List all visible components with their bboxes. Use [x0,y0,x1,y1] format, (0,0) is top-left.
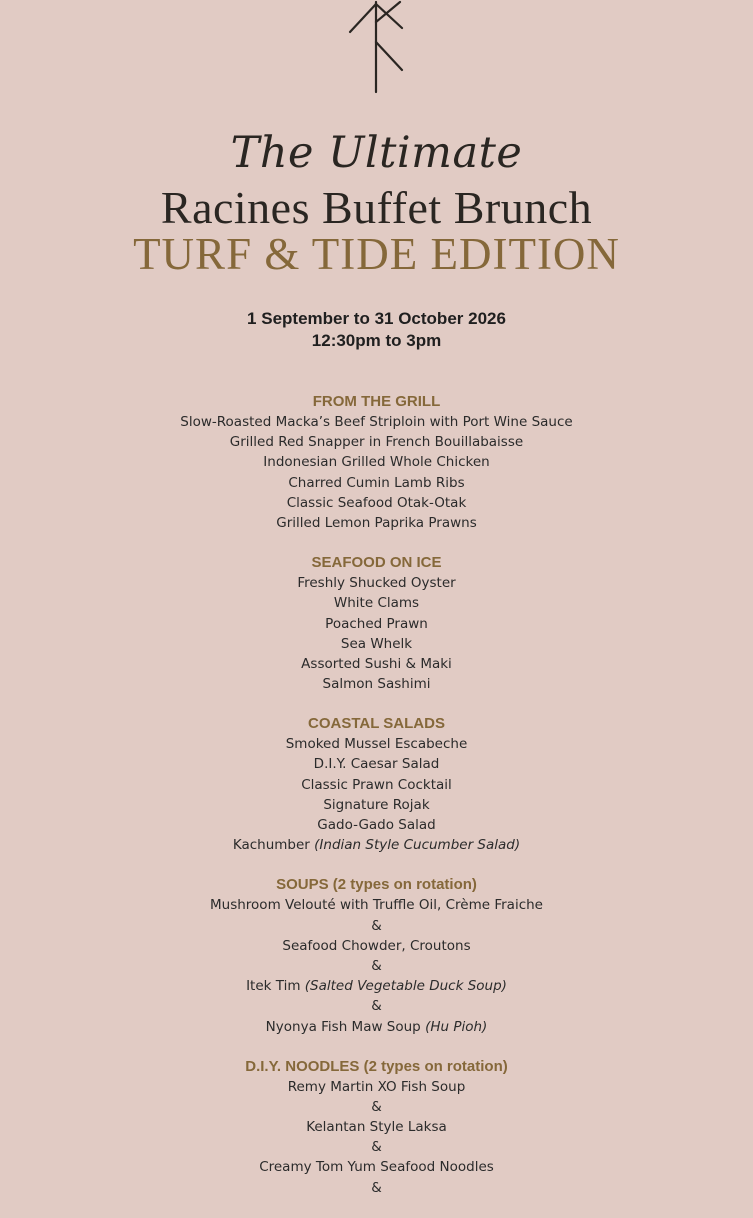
title-the-ultimate: The Ultimate [230,128,523,178]
section-heading: D.I.Y. NOODLES (2 types on rotation) [245,1057,508,1075]
menu-item-text: Charred Cumin Lamb Ribs [288,474,465,491]
menu-item [0,573,753,593]
menu-item [0,936,753,956]
menu-item [0,775,753,795]
menu-item [0,754,753,774]
menu-item [0,674,753,694]
menu-item-text: Itek Tim [246,978,301,995]
menu-item [0,1157,753,1177]
title-racines-buffet-brunch: Racines Buffet Brunch [160,182,593,233]
menu-section [0,553,753,694]
ampersand-separator [0,1097,753,1117]
ampersand-separator [0,1137,753,1157]
menu-item [0,1017,753,1037]
menu-item [0,452,753,472]
date-range: 1 September to 31 October 2026 [247,309,506,328]
section-heading: SOUPS (2 types on rotation) [276,876,477,894]
menu-list [0,392,753,1218]
menu-item-note: (Indian Style Cucumber Salad) [314,837,521,854]
menu-item [0,654,753,674]
menu-item [0,432,753,452]
menu-section [0,1057,753,1198]
menu-item-text: Assorted Sushi & Maki [301,655,452,672]
ampersand-separator [0,996,753,1016]
menu-item-text: Classic Prawn Cocktail [301,776,452,793]
menu-item-text: & [371,1179,382,1196]
menu-item-text: Signature Rojak [323,796,430,813]
menu-item [0,895,753,915]
menu-item-text: & [371,917,382,934]
menu-item [0,1077,753,1097]
menu-item [0,795,753,815]
menu-item-text: Poached Prawn [325,615,428,632]
menu-item [0,412,753,432]
menu-item-text: Grilled Red Snapper in French Bouillabaisse [229,434,524,451]
menu-item-note: (Hu Pioh) [425,1018,488,1035]
section-heading: COASTAL SALADS [308,715,445,733]
menu-item-text: Kachumber [232,837,310,854]
menu-item-text: & [371,1098,382,1115]
menu-item-text: Nyonya Fish Maw Soup [265,1018,421,1035]
menu-item-text: & [371,957,382,974]
menu-item [0,513,753,533]
menu-item-text: White Clams [333,595,420,612]
menu-item [0,815,753,835]
rune-arrow-logo-icon [340,0,412,95]
menu-item [0,976,753,996]
ampersand-separator [0,916,753,936]
menu-item-text: Kelantan Style Laksa [306,1119,447,1136]
menu-item-text: Grilled Lemon Paprika Prawns [276,514,477,531]
menu-item [0,835,753,855]
menu-item-text: Gado-Gado Salad [317,817,436,833]
ampersand-separator [0,956,753,976]
ampersand-separator [0,1178,753,1198]
menu-section [0,714,753,855]
menu-item [0,614,753,634]
menu-item-text: Mushroom Velouté with Truffle Oil, Crème Fraiche [210,897,543,914]
menu-section [0,875,753,1036]
menu-item [0,593,753,613]
menu-section [0,392,753,533]
section-heading: SEAFOOD ON ICE [311,554,442,572]
menu-item-text: Freshly Shucked Oyster [297,575,456,592]
event-dates [0,308,753,352]
menu-item-text: Seafood Chowder, Croutons [282,937,471,954]
menu-item-text: Sea Whelk [340,635,413,652]
menu-item [0,1117,753,1137]
section-heading: FROM THE GRILL [312,393,441,410]
menu-item-text: Classic Seafood Otak-Otak [286,494,467,511]
menu-item [0,493,753,513]
menu-item-note: (Salted Vegetable Duck Soup) [304,978,507,995]
menu-item-text: Smoked Mussel Escabeche [285,736,468,753]
menu-item-text: Creamy Tom Yum Seafood Noodles [259,1159,494,1176]
menu-item-text: & [371,998,382,1015]
menu-item-text: Indonesian Grilled Whole Chicken [263,454,490,471]
menu-item [0,734,753,754]
menu-item-text: D.I.Y. Caesar Salad [313,756,440,773]
menu-item [0,473,753,493]
time-range: 12:30pm to 3pm [311,331,442,350]
title-edition: TURF & TIDE EDITION [133,229,620,279]
menu-item [0,634,753,654]
menu-item-text: Slow-Roasted Macka’s Beef Striploin with Port Wine Sauce [180,414,573,430]
menu-item-text: Salmon Sashimi [322,676,431,693]
menu-item-text: Remy Martin XO Fish Soup [287,1078,466,1095]
menu-item-text: & [371,1139,382,1156]
